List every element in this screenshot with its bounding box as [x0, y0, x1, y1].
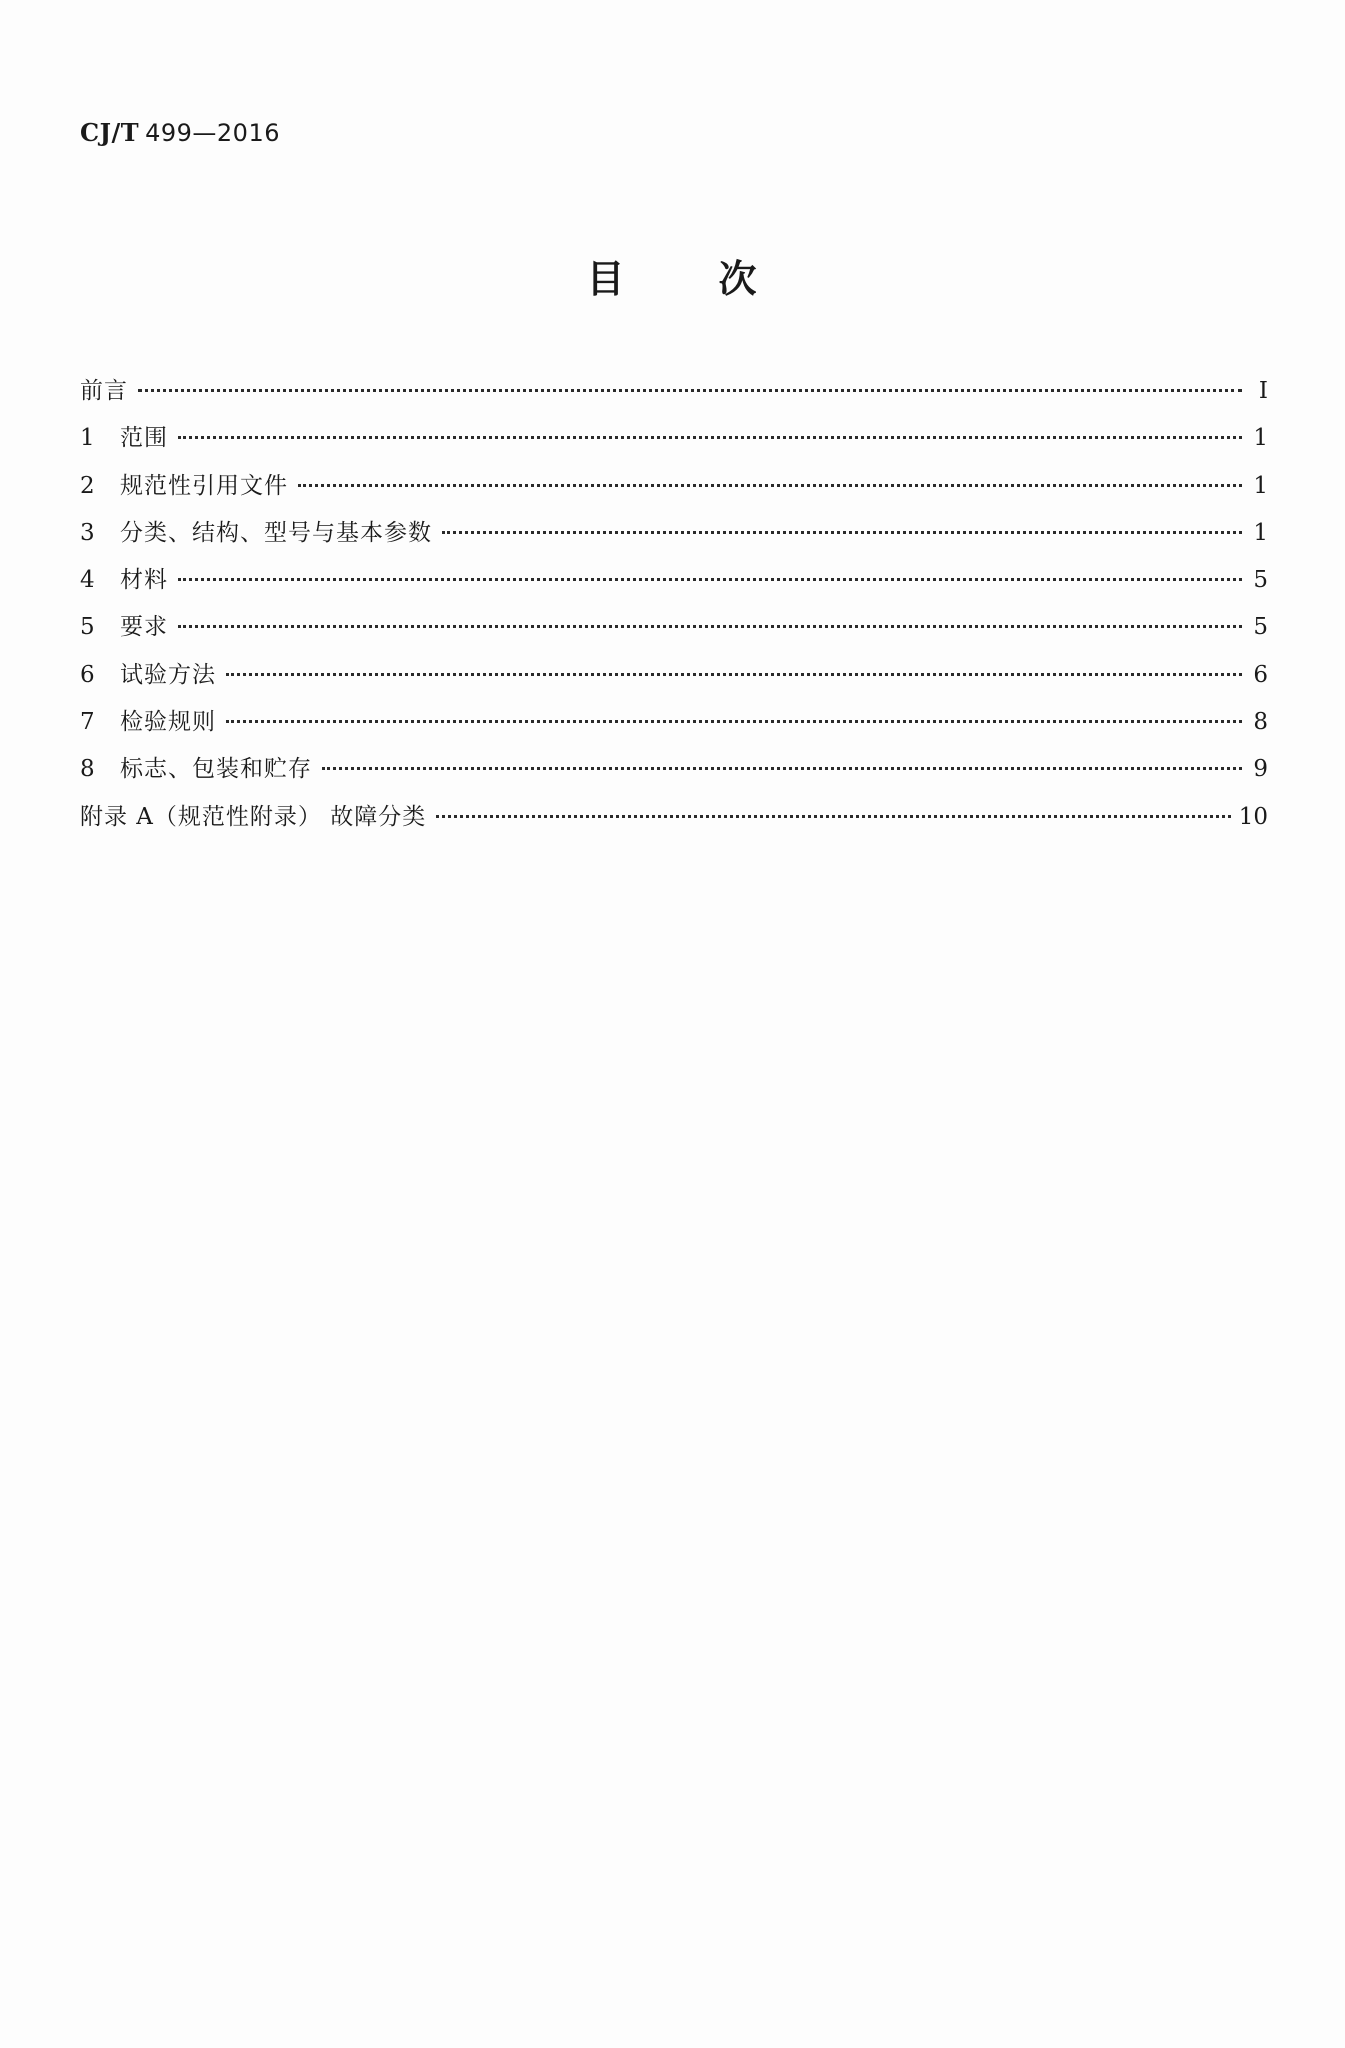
- toc-leader-dots: [298, 484, 1242, 487]
- standard-code-number: 499—2016: [145, 119, 280, 147]
- toc-entry-test-methods[interactable]: [80, 656, 1268, 703]
- toc-entry-label: 附录 A（规范性附录） 故障分类: [80, 803, 427, 830]
- toc-entry-inspection-rules[interactable]: [80, 703, 1268, 750]
- toc-entry-label: 要求: [120, 614, 168, 641]
- toc-entry-page: 1: [1253, 425, 1268, 452]
- toc-entry-classification[interactable]: [80, 514, 1268, 561]
- toc-leader-dots: [436, 815, 1230, 818]
- toc-entry-label: 材料: [120, 567, 168, 594]
- toc-title: [0, 248, 1345, 303]
- toc-leader-dots: [178, 625, 1242, 628]
- toc-leader-dots: [442, 531, 1242, 534]
- toc-entry-number: 7: [80, 709, 95, 736]
- toc-list: [80, 372, 1268, 845]
- toc-entry-annex-a[interactable]: [80, 798, 1268, 845]
- toc-entry-page: 1: [1253, 472, 1268, 499]
- toc-entry-number: 1: [80, 425, 95, 452]
- toc-entry-label: 规范性引用文件: [120, 472, 288, 499]
- toc-entry-materials[interactable]: [80, 561, 1268, 608]
- toc-title-char-1: 目: [586, 257, 627, 301]
- toc-entry-number: 3: [80, 519, 95, 546]
- standard-code-prefix: CJ/T: [80, 118, 140, 147]
- toc-entry-page: 6: [1253, 661, 1268, 688]
- toc-leader-dots: [226, 720, 1242, 723]
- toc-entry-label: 范围: [120, 425, 168, 452]
- toc-entry-label: 试验方法: [120, 661, 216, 688]
- standard-code: [80, 118, 280, 147]
- toc-leader-dots: [138, 389, 1242, 392]
- toc-entry-label: 检验规则: [120, 709, 216, 736]
- toc-leader-dots: [178, 578, 1242, 581]
- toc-entry-number: 6: [80, 661, 95, 688]
- toc-entry-number: 4: [80, 567, 95, 594]
- toc-entry-page: 10: [1238, 803, 1268, 830]
- toc-entry-page: 5: [1253, 567, 1268, 594]
- toc-entry-number: 8: [80, 756, 95, 783]
- toc-entry-label: 标志、包装和贮存: [120, 756, 312, 783]
- toc-entry-page: Ⅰ: [1258, 378, 1268, 404]
- toc-title-char-2: 次: [718, 257, 759, 301]
- toc-entry-page: 9: [1253, 756, 1268, 783]
- toc-entry-normative-references[interactable]: [80, 467, 1268, 514]
- toc-leader-dots: [322, 767, 1242, 770]
- toc-leader-dots: [226, 673, 1242, 676]
- toc-entry-page: 5: [1253, 614, 1268, 641]
- toc-leader-dots: [178, 436, 1242, 439]
- toc-entry-page: 8: [1253, 709, 1268, 736]
- toc-entry-label: 前言: [80, 378, 128, 404]
- toc-entry-number: 2: [80, 472, 95, 499]
- toc-entry-label: 分类、结构、型号与基本参数: [120, 519, 432, 546]
- toc-entry-page: 1: [1253, 519, 1268, 546]
- toc-entry-number: 5: [80, 614, 95, 641]
- toc-entry-marking-packaging-storage[interactable]: [80, 750, 1268, 797]
- toc-entry-requirements[interactable]: [80, 608, 1268, 655]
- toc-entry-scope[interactable]: [80, 419, 1268, 466]
- toc-entry-foreword[interactable]: [80, 372, 1268, 419]
